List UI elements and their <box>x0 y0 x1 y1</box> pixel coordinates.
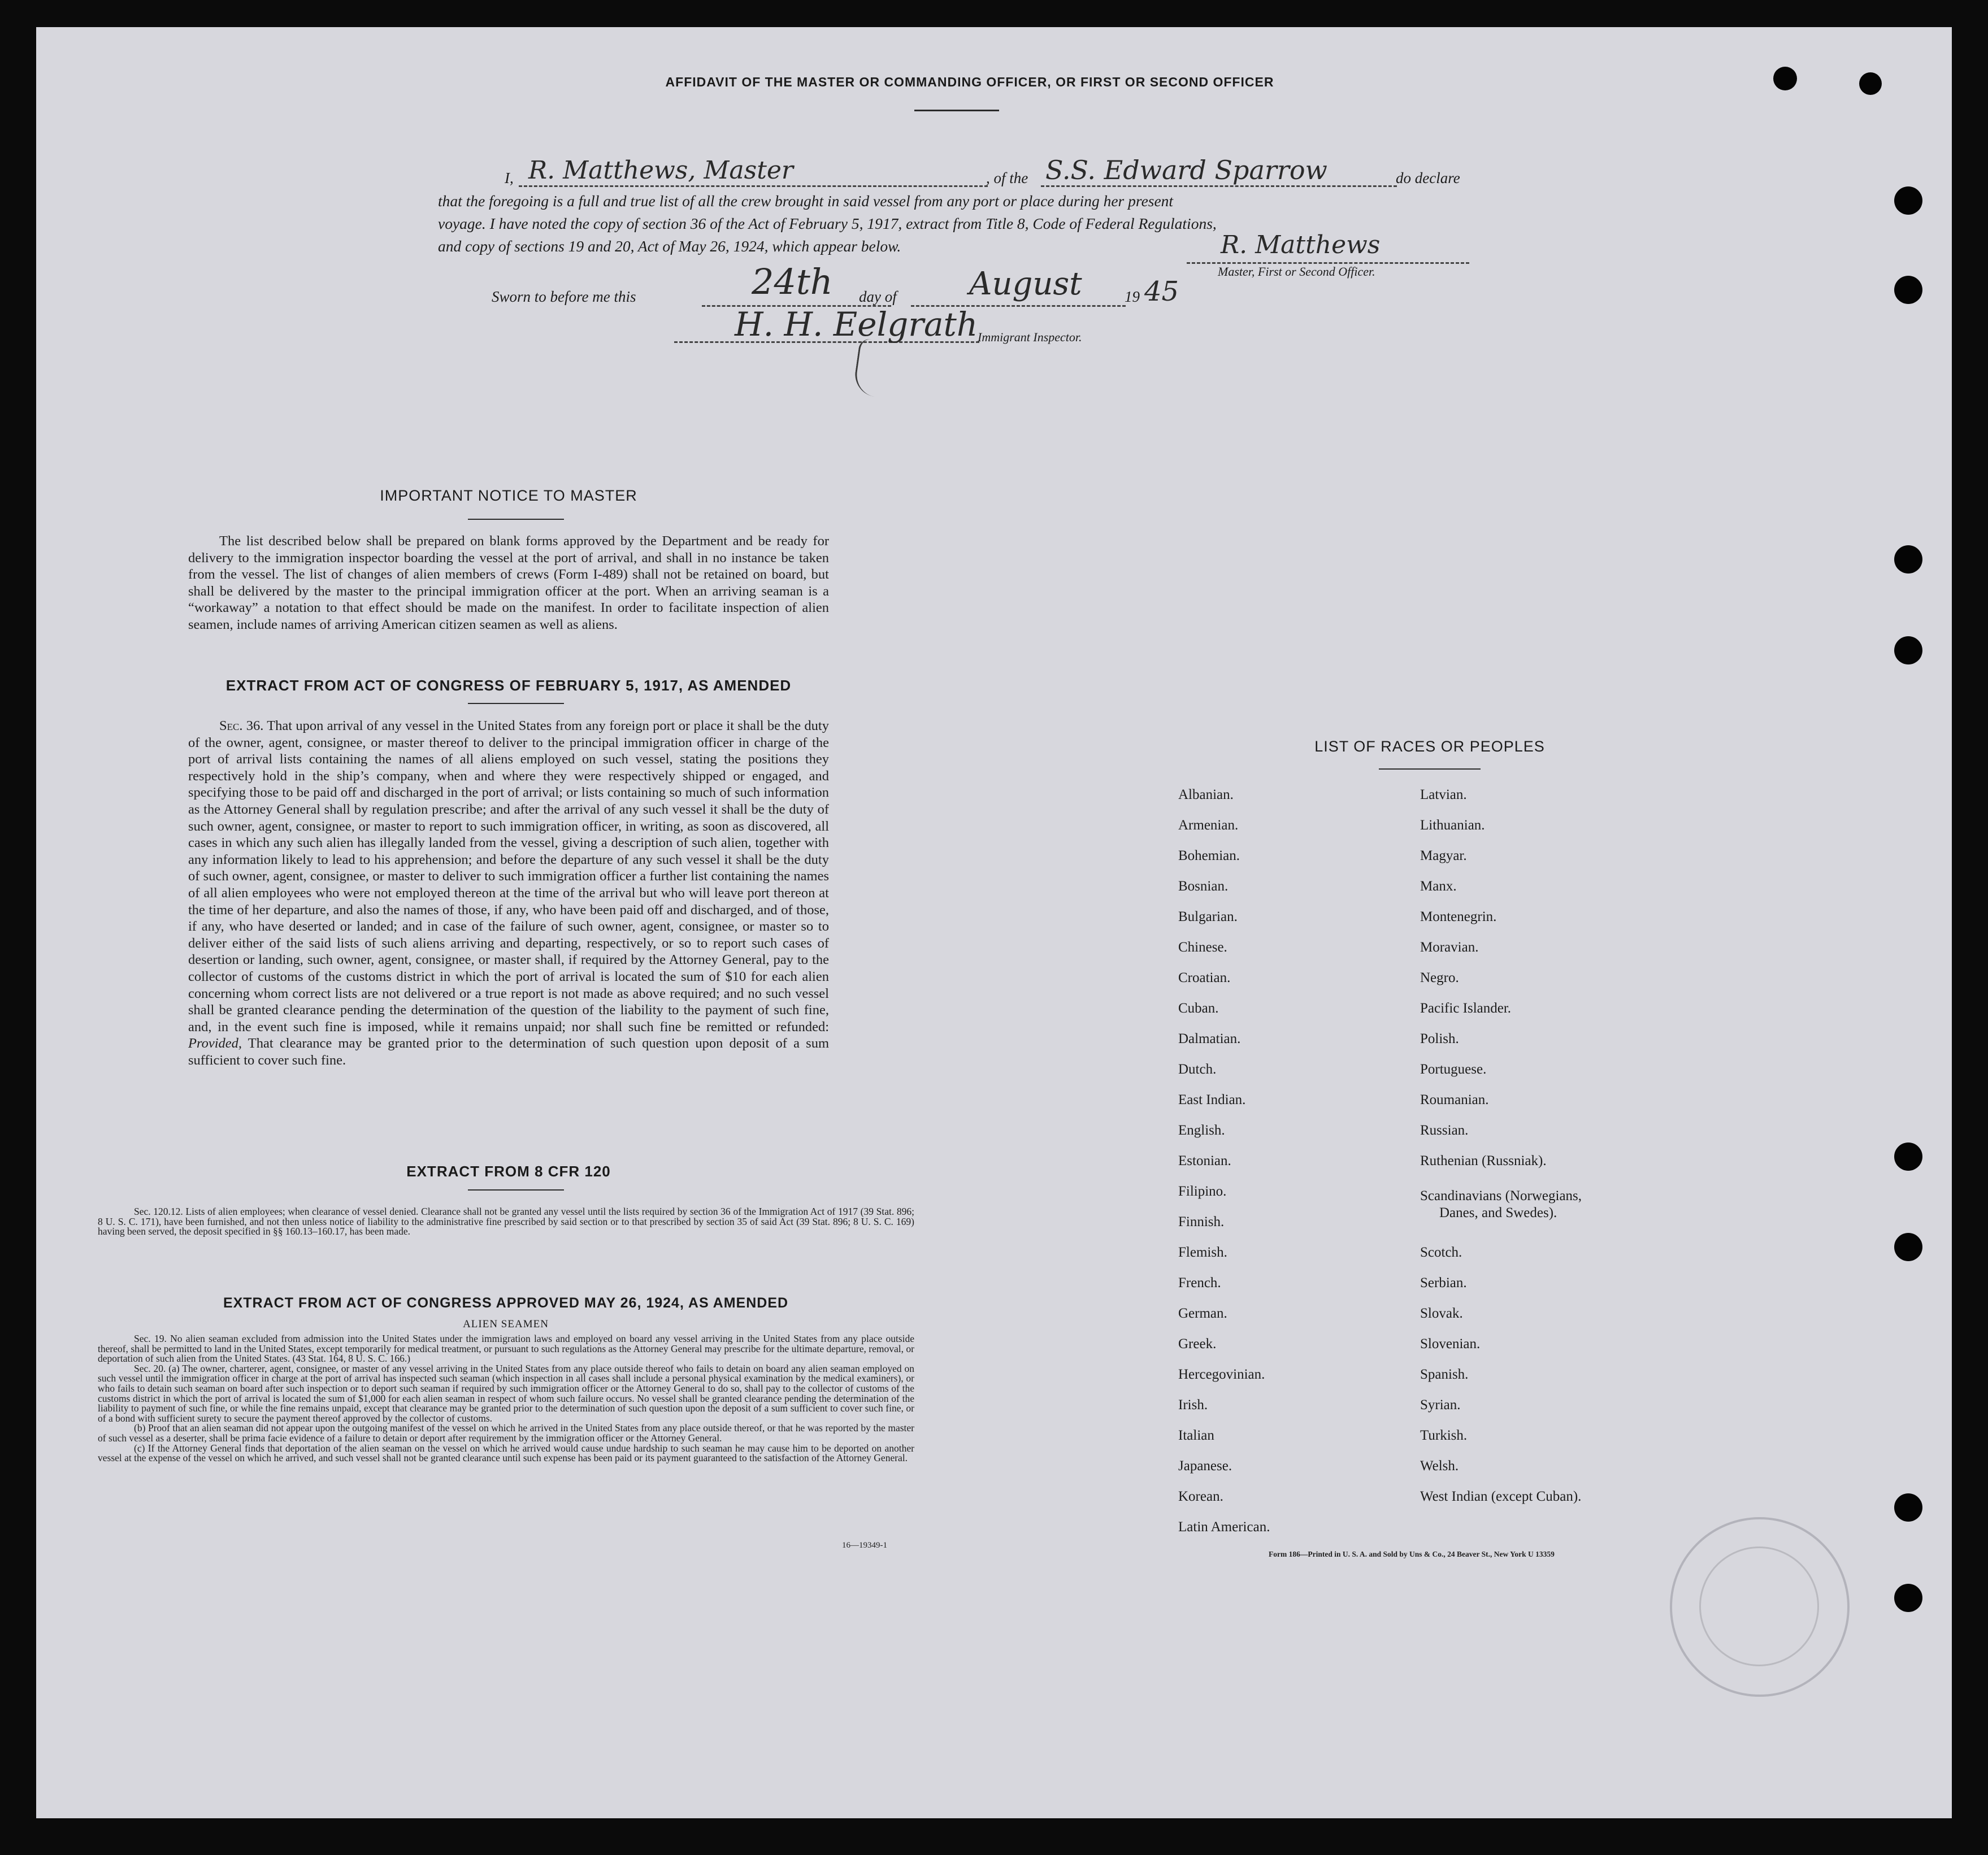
race-item: Turkish. <box>1420 1428 1468 1443</box>
sec120-paragraph: Sec. 120.12. Lists of alien employees; when clearance of vessel denied. Clearance shall not be granted any vessel until the lists required by section 36 of the Immigration Act of 1917 (39 Stat. 896; 8 U. S. C. 171), have been furnished, and not then unless notice of liability to the administrative fine prescribed by said section or to that prescribed by section 35 of said Act (39 Stat. 896; 8 U. S. C. 169) having been served, the deposit specified in §§ 160.13–160.17, has been made. <box>98 1206 914 1237</box>
race-item: Polish. <box>1420 1031 1459 1046</box>
race-item: Manx. <box>1420 879 1457 894</box>
sec20c-paragraph: (c) If the Attorney General finds that deportation of the alien seaman on the vessel on which he arrived would cause undue hardship to such seaman he may cause him to be deported on another vessel at the expense of the vessel on which he arrived, and such vessel shall not be granted clearance until such expense has been paid or its payment guaranteed to the satisfaction of the Attorney General. <box>98 1442 914 1464</box>
vessel-line <box>1041 185 1397 187</box>
provided-label: Provided, <box>188 1036 242 1052</box>
race-item: Latvian. <box>1420 787 1467 802</box>
affidavit-line-3: voyage. I have noted the copy of section 36 of the Act of February 5, 1917, extract from Title 8, Code of Federal Regulations, <box>438 215 1217 232</box>
race-item: Slovenian. <box>1420 1336 1481 1352</box>
punch-hole <box>1773 67 1797 90</box>
punch-hole <box>1894 276 1922 304</box>
notice-text <box>188 533 829 633</box>
race-item: Lithuanian. <box>1420 818 1485 833</box>
sec36-text-end: That clearance may be granted prior to the determination of such question upon deposit of a sum sufficient to cover such fine. <box>188 1036 830 1068</box>
affidavit-line-4: and copy of sections 19 and 20, Act of May 26, 1924, which appear below. <box>438 237 901 255</box>
sec20b-paragraph: (b) Proof that an alien seaman did not appear upon the outgoing manifest of the vessel on which he arrived in the United States from any place outside thereof, or that he was reported by the master of such vessel as a deserter, shall be prima facie evidence of a failure to detain or deport after requirement by the immigration officer or the Attorney General. <box>98 1422 914 1444</box>
race-item: Irish. <box>1178 1397 1208 1413</box>
race-item: Flemish. <box>1178 1245 1227 1260</box>
race-item: Korean. <box>1178 1489 1223 1504</box>
race-item: Magyar. <box>1420 848 1467 863</box>
notice-title: IMPORTANT NOTICE TO MASTER <box>380 487 637 504</box>
race-item: Dutch. <box>1178 1062 1217 1077</box>
vessel-handwritten: S.S. Edward Sparrow <box>1045 155 1327 185</box>
extract-cfr-title: EXTRACT FROM 8 CFR 120 <box>406 1163 611 1180</box>
extract-1924-text <box>98 1334 914 1463</box>
race-item: Filipino. <box>1178 1184 1227 1199</box>
notice-paragraph: The list described below shall be prepared on blank forms approved by the Department and be ready for delivery to the immigration inspector boarding the vessel at the port of arrival, and shall in no instance be taken from the vessel. The list of changes of alien members of crews (Form I-489) shall not be retained on board, but shall be delivered by the master to the principal immigration officer at the port. When an arriving seaman is a “workaway” a notation to that effect should be made on the manifest. In order to facilitate inspection of alien seamen, include names of arriving American citizen seamen as well as aliens. <box>188 533 829 632</box>
race-item: Latin American. <box>1178 1519 1270 1535</box>
punch-hole <box>1894 1584 1922 1612</box>
punch-hole <box>1894 636 1922 664</box>
race-item: Bulgarian. <box>1178 909 1238 924</box>
affidavit-line-2: that the foregoing is a full and true list of all the crew brought in said vessel from any port or place during her present <box>438 192 1174 210</box>
race-item: Scandinavians (Norwegians, <box>1420 1188 1582 1204</box>
extract-1917-title: EXTRACT FROM ACT OF CONGRESS OF FEBRUARY 5, 1917, AS AMENDED <box>225 677 792 694</box>
extract-1917-rule <box>468 703 564 704</box>
extract-1924-title: EXTRACT FROM ACT OF CONGRESS APPROVED MAY 26, 1924, AS AMENDED <box>223 1295 789 1311</box>
race-item: Roumanian. <box>1420 1092 1489 1107</box>
race-item: Bosnian. <box>1178 879 1229 894</box>
race-item: Chinese. <box>1178 940 1227 955</box>
race-item: Syrian. <box>1420 1397 1461 1413</box>
race-item: Ruthenian (Russniak). <box>1420 1153 1547 1168</box>
of-the-label: , of the <box>986 170 1028 186</box>
race-item: Hercegovinian. <box>1178 1367 1265 1382</box>
race-item: Spanish. <box>1420 1367 1469 1382</box>
race-item: Montenegrin. <box>1420 909 1497 924</box>
day-handwritten: 24th <box>752 261 833 302</box>
do-declare-label: do declare <box>1396 170 1460 186</box>
race-item: Serbian. <box>1420 1275 1467 1291</box>
race-item: Greek. <box>1178 1336 1217 1352</box>
year-handwritten: 45 <box>1144 276 1179 307</box>
form-number: 16—19349-1 <box>842 1541 887 1550</box>
seal-stamp <box>1670 1517 1850 1697</box>
year-prefix: 19 <box>1125 288 1140 305</box>
extract-cfr-rule <box>468 1189 564 1191</box>
race-item: Welsh. <box>1420 1458 1459 1474</box>
punch-hole <box>1894 545 1922 574</box>
race-item: Negro. <box>1420 970 1459 985</box>
master-name-line <box>519 185 988 187</box>
sec36-text: That upon arrival of any vessel in the United States from any foreign port or place it shall be the duty of the owner, agent, consignee, or master thereof to deliver to the principal immigration officer in charge of the port of arrival lists containing the names of all aliens employed on such vessel, stating the positions they respectively hold in the ship’s company, when and where they were respectively shipped or engaged, and specifying those to be paid off and discharged in the port of arrival; or lists containing so much of such information as the Attorney General shall by regulation prescribe; and after the arrival of any such vessel it shall be the duty of such owner, agent, consignee, or master to report to such immigration officer, in writing, as soon as discovered, all cases in which any such alien has illegally landed from the vessel, giving a description of such alien, together with any information likely to lead to his apprehension; and before the departure of any such vessel it shall be the duty of such owner, agent, consignee, or master to deliver to such immigration officer a further list containing the names of all alien employees who were not employed thereon at the time of the arrival but who will leave port thereon at the time of her departure, and also the names of those, if any, who have been paid off and discharged, and of those, if any, who have deserted or landed; and in case of the failure of such owner, agent, consignee, or master so to deliver either of the said lists of such aliens arriving and departing, respectively, or so to report such cases of desertion or landing, such owner, agent, consignee, or master shall, if required by the Attorney General, pay to the collector of customs of the customs district in which the port of arrival is located the sum of $10 for each alien concerning whom correct lists are not delivered or a true report is not made as above required; and no such vessel shall be granted clearance pending the determination of the question of the liability to the payment of such fine, and, in the event such fine is imposed, while it remains unpaid; nor shall such fine be remitted or refunded: <box>188 718 829 1035</box>
race-item: Moravian. <box>1420 940 1479 955</box>
affidavit-title: AFFIDAVIT OF THE MASTER OR COMMANDING OFFICER, OR FIRST OR SECOND OFFICER <box>665 75 1274 89</box>
race-item: Bohemian. <box>1178 848 1240 863</box>
punch-hole <box>1894 1493 1922 1522</box>
race-item: East Indian. <box>1178 1092 1246 1107</box>
extract-1924-subtitle: ALIEN SEAMEN <box>463 1318 549 1330</box>
races-rule <box>1379 768 1481 770</box>
race-item: Portuguese. <box>1420 1062 1487 1077</box>
race-item: Finnish. <box>1178 1214 1225 1230</box>
race-item: Dalmatian. <box>1178 1031 1241 1046</box>
race-item: Albanian. <box>1178 787 1234 802</box>
race-item: Armenian. <box>1178 818 1239 833</box>
race-item: Italian <box>1178 1428 1214 1443</box>
race-item: English. <box>1178 1123 1225 1138</box>
signature-caption: Master, First or Second Officer. <box>1218 264 1375 279</box>
sworn-label: Sworn to before me this <box>492 288 636 305</box>
day-of-label: day of <box>859 288 897 305</box>
punch-hole <box>1894 1233 1922 1261</box>
title-rule <box>914 110 999 111</box>
race-item: West Indian (except Cuban). <box>1420 1489 1582 1504</box>
race-item: Japanese. <box>1178 1458 1232 1474</box>
sec19-paragraph: Sec. 19. No alien seaman excluded from admission into the United States under the immigration laws and employed on board any vessel arriving in the United States from any place outside thereof, shall be permitted to land in the United States, except temporarily for medical treatment, or pursuant to such regulations as the Attorney General may prescribe for the ultimate departure, removal, or deportation of such alien from the United States. (43 Stat. 164, 8 U. S. C. 166.) <box>98 1333 914 1365</box>
race-item: German. <box>1178 1306 1227 1321</box>
affidavit-i-label: I, <box>505 170 514 186</box>
race-item: Danes, and Swedes). <box>1439 1205 1557 1220</box>
punch-hole <box>1894 186 1922 215</box>
race-item: Pacific Islander. <box>1420 1001 1512 1016</box>
race-item: Estonian. <box>1178 1153 1231 1168</box>
race-item: Croatian. <box>1178 970 1231 985</box>
punch-hole <box>1894 1142 1922 1171</box>
races-title: LIST OF RACES OR PEOPLES <box>1314 738 1545 755</box>
race-item: French. <box>1178 1275 1221 1291</box>
race-item: Cuban. <box>1178 1001 1219 1016</box>
notice-rule <box>468 519 564 520</box>
signature-line <box>1187 262 1469 264</box>
punch-hole <box>1859 72 1882 95</box>
printer-line: Form 186—Printed in U. S. A. and Sold by Uns & Co., 24 Beaver St., New York U 13359 <box>1269 1550 1555 1558</box>
sec20a-paragraph: Sec. 20. (a) The owner, charterer, agent, consignee, or master of any vessel arriving in the United States from any place outside thereof who fails to detain on board any alien seaman employed on such vessel until the immigration officer in charge at the port of arrival has inspected such seaman (which inspection in all cases shall include a personal physical examination by the medical examiners), or who fails to detain such seaman on board after such inspection or to deport such seaman if required by such immigration officer or the Attorney General to do so, shall pay to the collector of customs of the customs district in which the port of arrival is located the sum of $1,000 for each alien seaman in respect of whom such failure occurs. No vessel shall be granted clearance pending the determination of the liability to payment of such fine, or while the fine remains unpaid, except that clearance may be granted prior to the determination of such question upon the deposit of a sum sufficient to cover such fine, or of a bond with sufficient surety to secure the payment thereof approved by the collector of customs. <box>98 1362 914 1424</box>
sec36-label: Sec. 36. <box>219 718 264 733</box>
month-handwritten: August <box>969 266 1082 302</box>
inspector-signature: H. H. Eelgrath <box>735 305 978 344</box>
race-item: Russian. <box>1420 1123 1469 1138</box>
master-signature: R. Matthews <box>1221 231 1381 259</box>
race-item: Scotch. <box>1420 1245 1462 1260</box>
master-name-handwritten: R. Matthews, Master <box>528 156 793 185</box>
inspector-caption: Immigrant Inspector. <box>978 330 1082 344</box>
extract-cfr-text <box>98 1207 914 1237</box>
race-item: Slovak. <box>1420 1306 1463 1321</box>
extract-1917-text <box>188 718 829 1068</box>
